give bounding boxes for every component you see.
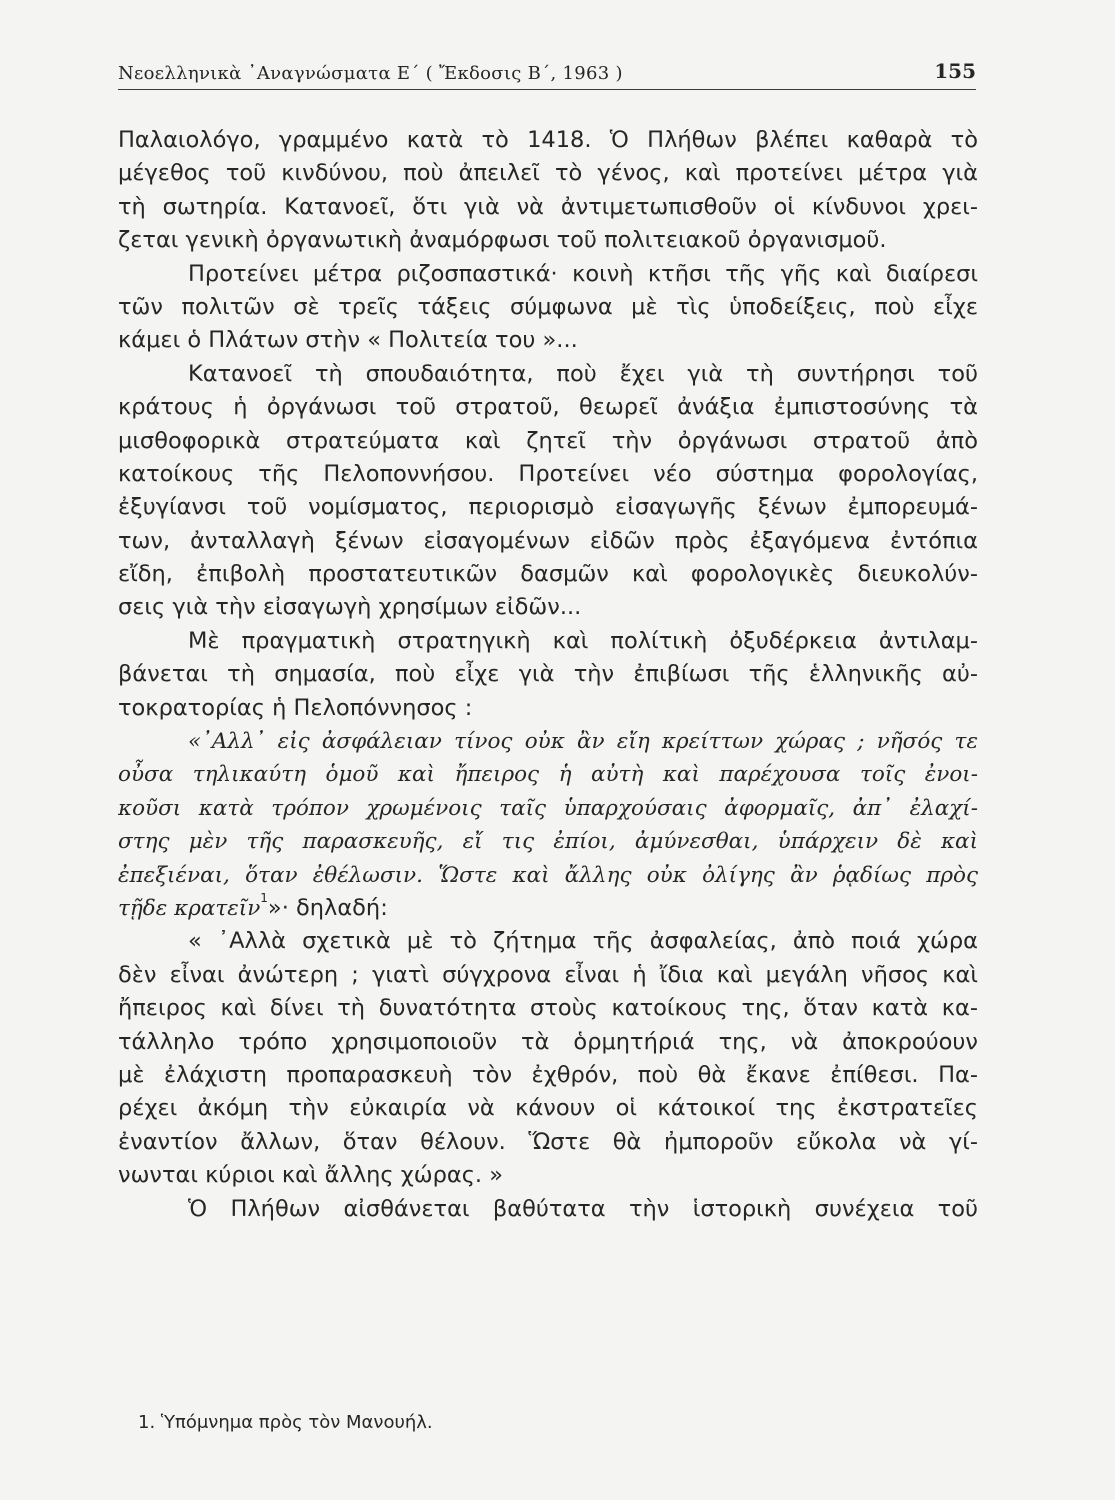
- text-line: Μὲ πραγματικὴ στρατηγικὴ καὶ πολίτικὴ ὀξυδέρκεια ἀντιλαμ-: [188, 627, 978, 654]
- text-line: τὴ σωτηρία. Κατανοεῖ, ὅτι γιὰ νὰ ἀντιμετωπισθοῦν οἱ κίνδυνοι χρει-: [118, 193, 978, 220]
- running-head-title: Νεοελληνικὰ ᾿Αναγνώσματα Ε΄ ( Ἔκδοσις Β΄, 1963 ): [118, 63, 623, 84]
- text-line: νωνται κύριοι καὶ ἄλλης χώρας. »: [118, 1162, 503, 1189]
- text-line: τῶν πολιτῶν σὲ τρεῖς τάξεις σύμφωνα μὲ τὶς ὑποδείξεις, ποὺ εἶχε: [118, 293, 978, 320]
- text-line: των, ἀνταλλαγὴ ξένων εἰσαγομένων εἰδῶν πρὸς ἐξαγόμενα ἐντόπια: [118, 527, 978, 554]
- text-line: μέγεθος τοῦ κινδύνου, ποὺ ἀπειλεῖ τὸ γένος, καὶ προτείνει μέτρα γιὰ: [118, 160, 978, 187]
- text-line: ρέχει ἀκόμη τὴν εὐκαιρία νὰ κάνουν οἱ κάτοικοί της ἐκστρατεῖες: [118, 1095, 978, 1122]
- quote-line: οὖσα τηλικαύτη ὁμοῦ καὶ ἤπειρος ἡ αὐτὴ καὶ παρέχουσα τοῖς ἐνοι-: [118, 762, 978, 788]
- text-line: δὲν εἶναι ἀνώτερη ; γιατὶ σύγχρονα εἶναι ἡ ἴδια καὶ μεγάλη νῆσος καὶ: [118, 961, 978, 988]
- quote-line: στης μὲν τῆς παρασκευῆς, εἴ τις ἐπίοι, ἀμύνεσθαι, ὑπάρχειν δὲ καὶ: [118, 829, 978, 855]
- quote-line: «᾿Αλλ᾿ εἰς ἀσφάλειαν τίνος οὐκ ἂν εἴη κρείττων χώρας ; νῆσός τε: [188, 729, 978, 755]
- text-line: σεις γιὰ τὴν εἰσαγωγὴ χρησίμων εἰδῶν...: [118, 594, 582, 621]
- text-line: ἐναντίον ἄλλων, ὅταν θέλουν. Ὥστε θὰ ἠμποροῦν εὔκολα νὰ γί-: [118, 1128, 978, 1155]
- quote-last-line: [118, 892, 978, 925]
- text-line: « ᾿Αλλὰ σχετικὰ μὲ τὸ ζήτημα τῆς ἀσφαλείας, ἀπὸ ποιά χώρα: [188, 928, 978, 955]
- text-line: Ὁ Πλήθων αἰσθάνεται βαθύτατα τὴν ἱστορικὴ συνέχεια τοῦ: [188, 1195, 978, 1222]
- text-line: τοκρατορίας ἡ Πελοπόννησος :: [118, 694, 473, 721]
- text-line: τάλληλο τρόπο χρησιμοποιοῦν τὰ ὁρμητήριά της, νὰ ἀποκρούουν: [118, 1028, 978, 1055]
- translation-intro: »· δηλαδή:: [267, 894, 388, 921]
- footnote: 1. Ὑπόμνημα πρὸς τὸν Μανουήλ.: [138, 1412, 433, 1433]
- text-line: κατοίκους τῆς Πελοποννήσου. Προτείνει νέο σύστημα φορολογίας,: [118, 460, 978, 487]
- text-line: μὲ ἐλάχιστη προπαρασκευὴ τὸν ἐχθρόν, ποὺ θὰ ἔκανε ἐπίθεσι. Πα-: [118, 1061, 978, 1088]
- text-line: Παλαιολόγο, γραμμένο κατὰ τὸ 1418. Ὁ Πλήθων βλέπει καθαρὰ τὸ: [118, 127, 978, 153]
- text-line: ἤπειρος καὶ δίνει τὴ δυνατότητα στοὺς κατοίκους της, ὅταν κατὰ κα-: [118, 995, 978, 1022]
- running-header: [118, 57, 976, 90]
- text-line: Κατανοεῖ τὴ σπουδαιότητα, ποὺ ἔχει γιὰ τὴ συντήρησι τοῦ: [188, 360, 978, 387]
- text-line: κράτους ἡ ὀργάνωσι τοῦ στρατοῦ, θεωρεῖ ἀνάξια ἐμπιστοσύνης τὰ: [118, 394, 978, 421]
- quote-last-text: τῇδε κρατεῖν: [118, 895, 261, 921]
- page-number: 155: [934, 59, 976, 83]
- text-line: Προτείνει μέτρα ριζοσπαστικά· κοινὴ κτῆσι τῆς γῆς καὶ διαίρεσι: [188, 260, 978, 287]
- text-line: μισθοφορικὰ στρατεύματα καὶ ζητεῖ τὴν ὀργάνωσι στρατοῦ ἀπὸ: [118, 427, 978, 454]
- quote-line: κοῦσι κατὰ τρόπον χρωμένοις ταῖς ὑπαρχούσαις ἀφορμαῖς, ἀπ᾿ ἐλαχί-: [118, 795, 978, 821]
- quote-line: ἐπεξιέναι, ὅταν ἐθέλωσιν. Ὥστε καὶ ἄλλης οὐκ ὀλίγης ἂν ῥᾳδίως πρὸς: [118, 862, 978, 888]
- text-line: ἐξυγίανσι τοῦ νομίσματος, περιορισμὸ εἰσαγωγῆς ξένων ἐμπορευμά-: [118, 494, 978, 521]
- footnote-mark: 1: [260, 891, 268, 905]
- text-line: βάνεται τὴ σημασία, ποὺ εἶχε γιὰ τὴν ἐπιβίωσι τῆς ἑλληνικῆς αὐ-: [118, 661, 978, 688]
- text-line: εἴδη, ἐπιβολὴ προστατευτικῶν δασμῶν καὶ φορολογικὲς διευκολύν-: [118, 561, 978, 588]
- text-line: ζεται γενικὴ ὀργανωτικὴ ἀναμόρφωσι τοῦ πολιτειακοῦ ὀργανισμοῦ.: [118, 227, 887, 254]
- body-text: [118, 124, 978, 1226]
- text-line: κάμει ὁ Πλάτων στὴν « Πολιτεία του »...: [118, 327, 578, 354]
